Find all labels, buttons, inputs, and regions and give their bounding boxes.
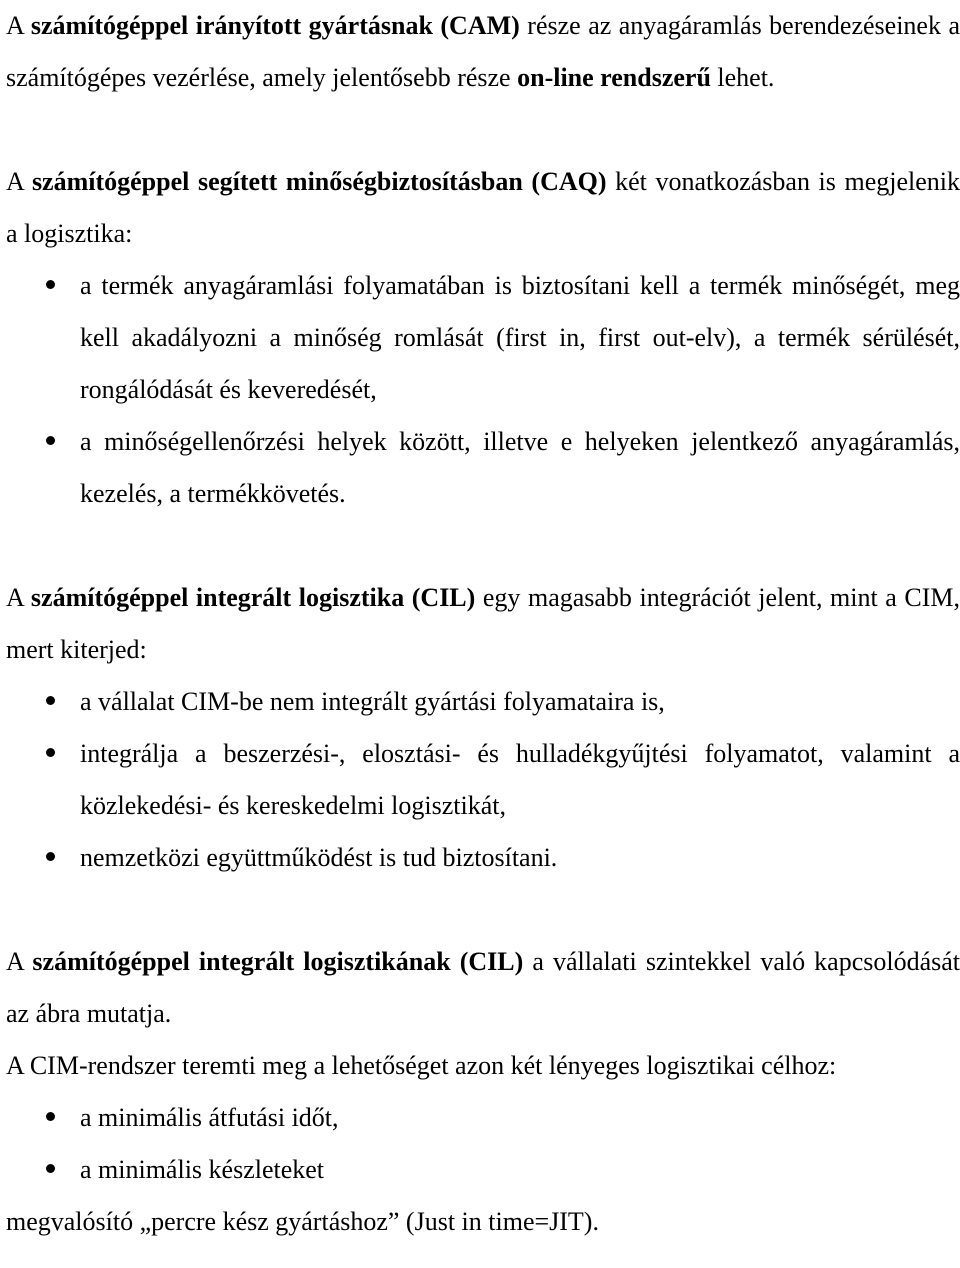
bullet-icon	[46, 1112, 55, 1121]
list-item: a vállalat CIM-be nem integrált gyártási folyamataira is,	[6, 676, 960, 728]
list-item: a minőségellenőrzési helyek között, illetve e helyeken jelentkező anyagáramlás, kezelés, a termékkövetés.	[6, 416, 960, 520]
paragraph-caq: A számítógéppel segített minőségbiztosításban (CAQ) két vonatkozásban is megjelenik a logisztika:	[6, 167, 960, 248]
paragraph-cil-levels: A számítógéppel integrált logisztikának (CIL) a vállalati szintekkel való kapcsolódását az ábra mutatja.	[6, 947, 960, 1028]
paragraph-spacer	[6, 520, 960, 572]
paragraph-spacer	[6, 884, 960, 936]
bullet-icon	[46, 280, 55, 289]
bullet-icon	[46, 1164, 55, 1173]
paragraph-jit: megvalósító „percre kész gyártáshoz” (Just in time=JIT).	[6, 1207, 599, 1236]
paragraph-spacer	[6, 104, 960, 156]
bullet-icon	[46, 436, 55, 445]
paragraph-cam: A számítógéppel irányított gyártásnak (CAM) része az anyagáramlás berendezéseinek a számítógépes vezérlése, amely jelentősebb része on-line rendszerű lehet.	[6, 11, 960, 92]
list-item: a termék anyagáramlási folyamatában is biztosítani kell a termék minőségét, meg kell akadályozni a minőség romlását (first in, first out-elv), a termék sérülését, rongálódását és keveredését,	[6, 260, 960, 416]
bullet-icon	[46, 696, 55, 705]
bullet-icon	[46, 852, 55, 861]
bullet-icon	[46, 748, 55, 757]
term-cil-2: számítógéppel integrált logisztikának (CIL)	[32, 947, 524, 976]
term-cil: számítógéppel integrált logisztika (CIL)	[30, 583, 476, 612]
list-item: nemzetközi együttműködést is tud biztosítani.	[6, 832, 960, 884]
jit-bullet-list	[6, 1092, 960, 1196]
list-item: a minimális készleteket	[6, 1144, 960, 1196]
paragraph-cim-goals: A CIM-rendszer teremti meg a lehetőséget azon két lényeges logisztikai célhoz:	[6, 1051, 837, 1080]
list-item: a minimális átfutási időt,	[6, 1092, 960, 1144]
term-caq: számítógéppel segített minőségbiztosításban (CAQ)	[31, 167, 607, 196]
caq-bullet-list	[6, 260, 960, 520]
document-page	[6, 0, 960, 1248]
paragraph-cil: A számítógéppel integrált logisztika (CIL) egy magasabb integrációt jelent, mint a CIM, mert kiterjed:	[6, 583, 960, 664]
term-online: on-line rendszerű	[517, 63, 711, 92]
list-item: integrálja a beszerzési-, elosztási- és hulladékgyűjtési folyamatot, valamint a közlekedési- és kereskedelmi logisztikát,	[6, 728, 960, 832]
cil-bullet-list	[6, 676, 960, 884]
term-cam: számítógéppel irányított gyártásnak (CAM)	[30, 11, 520, 40]
